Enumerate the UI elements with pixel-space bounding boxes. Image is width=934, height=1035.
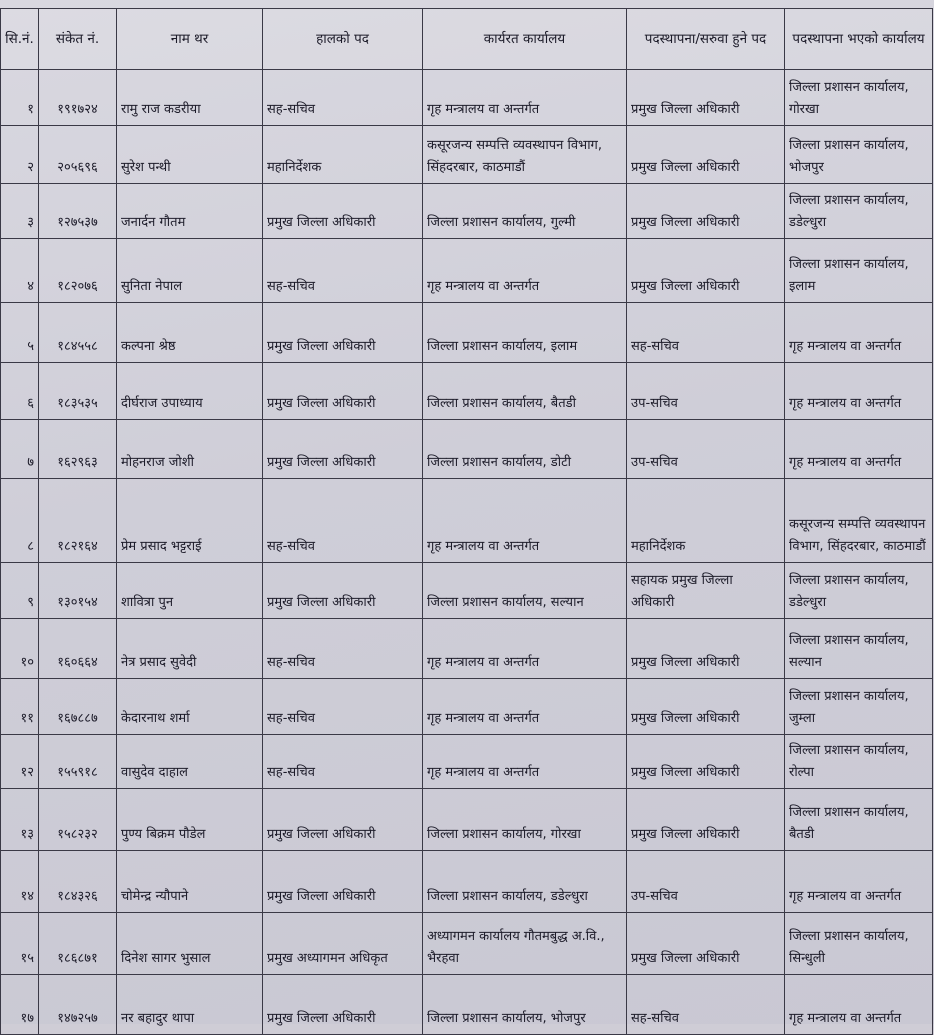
header-name: नाम थर: [117, 9, 263, 70]
code-number-cell: १६७८८७: [39, 679, 117, 735]
code-number-cell: १५८२३२: [39, 789, 117, 851]
new-office-cell: जिल्ला प्रशासन कार्यालय, इलाम: [785, 239, 933, 303]
serial-number-cell: १३: [1, 789, 39, 851]
new-office-cell: गृह मन्त्रालय वा अन्तर्गत: [785, 303, 933, 363]
current-office-cell: जिल्ला प्रशासन कार्यालय, डोटी: [423, 420, 627, 479]
serial-number-cell: ७: [1, 420, 39, 479]
code-number-cell: १५५९१८: [39, 735, 117, 789]
serial-number-cell: १७: [1, 975, 39, 1035]
current-post-cell: सह-सचिव: [263, 239, 423, 303]
current-post-cell: महानिर्देशक: [263, 126, 423, 184]
serial-number-cell: ३: [1, 184, 39, 239]
table-row: [1, 975, 933, 1035]
transfer-table: [0, 8, 933, 1035]
name-cell: दिनेश सागर भुसाल: [117, 913, 263, 975]
serial-number-cell: ८: [1, 479, 39, 563]
current-post-cell: प्रमुख जिल्ला अधिकारी: [263, 789, 423, 851]
new-post-cell: उप-सचिव: [627, 851, 785, 913]
serial-number-cell: १: [1, 70, 39, 126]
header-current-office: कार्यरत कार्यालय: [423, 9, 627, 70]
current-post-cell: सह-सचिव: [263, 479, 423, 563]
code-number-cell: १८३५३५: [39, 363, 117, 420]
current-office-cell: कसूरजन्य सम्पत्ति व्यवस्थापन विभाग, सिंहदरबार, काठमाडौं: [423, 126, 627, 184]
serial-number-cell: १२: [1, 735, 39, 789]
new-office-cell: जिल्ला प्रशासन कार्यालय, सल्यान: [785, 619, 933, 679]
new-office-cell: जिल्ला प्रशासन कार्यालय, रोल्पा: [785, 735, 933, 789]
new-post-cell: प्रमुख जिल्ला अधिकारी: [627, 913, 785, 975]
table-row: [1, 679, 933, 735]
new-post-cell: सह-सचिव: [627, 975, 785, 1035]
current-office-cell: जिल्ला प्रशासन कार्यालय, भोजपुर: [423, 975, 627, 1035]
table-row: [1, 126, 933, 184]
table-row: [1, 70, 933, 126]
new-post-cell: उप-सचिव: [627, 363, 785, 420]
current-post-cell: सह-सचिव: [263, 735, 423, 789]
name-cell: शावित्रा पुन: [117, 563, 263, 619]
current-post-cell: सह-सचिव: [263, 619, 423, 679]
name-cell: प्रेम प्रसाद भट्टराई: [117, 479, 263, 563]
table-row: [1, 851, 933, 913]
new-post-cell: प्रमुख जिल्ला अधिकारी: [627, 126, 785, 184]
table-row: [1, 619, 933, 679]
code-number-cell: १२७५३७: [39, 184, 117, 239]
new-office-cell: जिल्ला प्रशासन कार्यालय, डडेल्धुरा: [785, 563, 933, 619]
code-number-cell: १६०६६४: [39, 619, 117, 679]
new-post-cell: प्रमुख जिल्ला अधिकारी: [627, 735, 785, 789]
code-number-cell: १६२९६३: [39, 420, 117, 479]
new-post-cell: प्रमुख जिल्ला अधिकारी: [627, 184, 785, 239]
new-office-cell: जिल्ला प्रशासन कार्यालय, गोरखा: [785, 70, 933, 126]
current-post-cell: प्रमुख जिल्ला अधिकारी: [263, 363, 423, 420]
code-number-cell: २०५६९६: [39, 126, 117, 184]
name-cell: चोमेन्द्र न्यौपाने: [117, 851, 263, 913]
new-post-cell: महानिर्देशक: [627, 479, 785, 563]
new-post-cell: सहायक प्रमुख जिल्ला अधिकारी: [627, 563, 785, 619]
code-number-cell: १८४५५८: [39, 303, 117, 363]
code-number-cell: १८२०७६: [39, 239, 117, 303]
name-cell: सुनिता नेपाल: [117, 239, 263, 303]
header-serial-number: सि.नं.: [1, 9, 39, 70]
code-number-cell: १३०१५४: [39, 563, 117, 619]
current-post-cell: प्रमुख जिल्ला अधिकारी: [263, 184, 423, 239]
new-office-cell: जिल्ला प्रशासन कार्यालय, भोजपुर: [785, 126, 933, 184]
header-current-post: हालको पद: [263, 9, 423, 70]
name-cell: नेत्र प्रसाद सुवेदी: [117, 619, 263, 679]
table-row: [1, 184, 933, 239]
new-post-cell: सह-सचिव: [627, 303, 785, 363]
code-number-cell: १९१७२४: [39, 70, 117, 126]
current-office-cell: गृह मन्त्रालय वा अन्तर्गत: [423, 239, 627, 303]
new-office-cell: गृह मन्त्रालय वा अन्तर्गत: [785, 851, 933, 913]
new-post-cell: उप-सचिव: [627, 420, 785, 479]
current-post-cell: प्रमुख जिल्ला अधिकारी: [263, 851, 423, 913]
new-office-cell: कसूरजन्य सम्पत्ति व्यवस्थापन विभाग, सिंहदरबार, काठमाडौं: [785, 479, 933, 563]
new-office-cell: जिल्ला प्रशासन कार्यालय, जुम्ला: [785, 679, 933, 735]
new-post-cell: प्रमुख जिल्ला अधिकारी: [627, 789, 785, 851]
current-post-cell: सह-सचिव: [263, 70, 423, 126]
serial-number-cell: १०: [1, 619, 39, 679]
new-post-cell: प्रमुख जिल्ला अधिकारी: [627, 239, 785, 303]
serial-number-cell: ९: [1, 563, 39, 619]
current-office-cell: जिल्ला प्रशासन कार्यालय, सल्यान: [423, 563, 627, 619]
table-row: [1, 563, 933, 619]
table-row: [1, 735, 933, 789]
new-office-cell: गृह मन्त्रालय वा अन्तर्गत: [785, 363, 933, 420]
name-cell: जनार्दन गौतम: [117, 184, 263, 239]
current-office-cell: गृह मन्त्रालय वा अन्तर्गत: [423, 70, 627, 126]
code-number-cell: १८६८७१: [39, 913, 117, 975]
current-office-cell: जिल्ला प्रशासन कार्यालय, गोरखा: [423, 789, 627, 851]
new-office-cell: गृह मन्त्रालय वा अन्तर्गत: [785, 975, 933, 1035]
new-post-cell: प्रमुख जिल्ला अधिकारी: [627, 70, 785, 126]
table-row: [1, 239, 933, 303]
current-post-cell: प्रमुख जिल्ला अधिकारी: [263, 975, 423, 1035]
name-cell: सुरेश पन्थी: [117, 126, 263, 184]
current-office-cell: गृह मन्त्रालय वा अन्तर्गत: [423, 735, 627, 789]
serial-number-cell: ६: [1, 363, 39, 420]
new-office-cell: जिल्ला प्रशासन कार्यालय, डडेल्धुरा: [785, 184, 933, 239]
header-new-post: पदस्थापना/सरुवा हुने पद: [627, 9, 785, 70]
table-header-row: [1, 9, 933, 70]
name-cell: मोहनराज जोशी: [117, 420, 263, 479]
current-office-cell: जिल्ला प्रशासन कार्यालय, डडेल्धुरा: [423, 851, 627, 913]
current-post-cell: सह-सचिव: [263, 679, 423, 735]
table-row: [1, 479, 933, 563]
serial-number-cell: ४: [1, 239, 39, 303]
code-number-cell: १४७२५७: [39, 975, 117, 1035]
current-post-cell: प्रमुख अध्यागमन अधिकृत: [263, 913, 423, 975]
serial-number-cell: ११: [1, 679, 39, 735]
current-office-cell: अध्यागमन कार्यालय गौतमबुद्ध अ.वि., भैरहवा: [423, 913, 627, 975]
name-cell: केदारनाथ शर्मा: [117, 679, 263, 735]
name-cell: दीर्घराज उपाध्याय: [117, 363, 263, 420]
table-row: [1, 913, 933, 975]
table-row: [1, 420, 933, 479]
table-row: [1, 363, 933, 420]
current-office-cell: गृह मन्त्रालय वा अन्तर्गत: [423, 619, 627, 679]
new-office-cell: जिल्ला प्रशासन कार्यालय, सिन्धुली: [785, 913, 933, 975]
table-row: [1, 303, 933, 363]
name-cell: नर बहादुर थापा: [117, 975, 263, 1035]
serial-number-cell: १४: [1, 851, 39, 913]
current-office-cell: गृह मन्त्रालय वा अन्तर्गत: [423, 479, 627, 563]
current-post-cell: प्रमुख जिल्ला अधिकारी: [263, 303, 423, 363]
current-office-cell: जिल्ला प्रशासन कार्यालय, इलाम: [423, 303, 627, 363]
new-office-cell: जिल्ला प्रशासन कार्यालय, बैतडी: [785, 789, 933, 851]
name-cell: रामु राज कडरीया: [117, 70, 263, 126]
current-post-cell: प्रमुख जिल्ला अधिकारी: [263, 563, 423, 619]
current-office-cell: गृह मन्त्रालय वा अन्तर्गत: [423, 679, 627, 735]
header-code-number: संकेत नं.: [39, 9, 117, 70]
new-post-cell: प्रमुख जिल्ला अधिकारी: [627, 619, 785, 679]
code-number-cell: १८४३२६: [39, 851, 117, 913]
name-cell: कल्पना श्रेष्ठ: [117, 303, 263, 363]
code-number-cell: १८२१६४: [39, 479, 117, 563]
current-office-cell: जिल्ला प्रशासन कार्यालय, गुल्मी: [423, 184, 627, 239]
serial-number-cell: १५: [1, 913, 39, 975]
serial-number-cell: ५: [1, 303, 39, 363]
new-office-cell: गृह मन्त्रालय वा अन्तर्गत: [785, 420, 933, 479]
table-row: [1, 789, 933, 851]
serial-number-cell: २: [1, 126, 39, 184]
name-cell: पुण्य बिक्रम पौडेल: [117, 789, 263, 851]
current-post-cell: प्रमुख जिल्ला अधिकारी: [263, 420, 423, 479]
name-cell: वासुदेव दाहाल: [117, 735, 263, 789]
current-office-cell: जिल्ला प्रशासन कार्यालय, बैतडी: [423, 363, 627, 420]
new-post-cell: प्रमुख जिल्ला अधिकारी: [627, 679, 785, 735]
header-new-office: पदस्थापना भएको कार्यालय: [785, 9, 933, 70]
